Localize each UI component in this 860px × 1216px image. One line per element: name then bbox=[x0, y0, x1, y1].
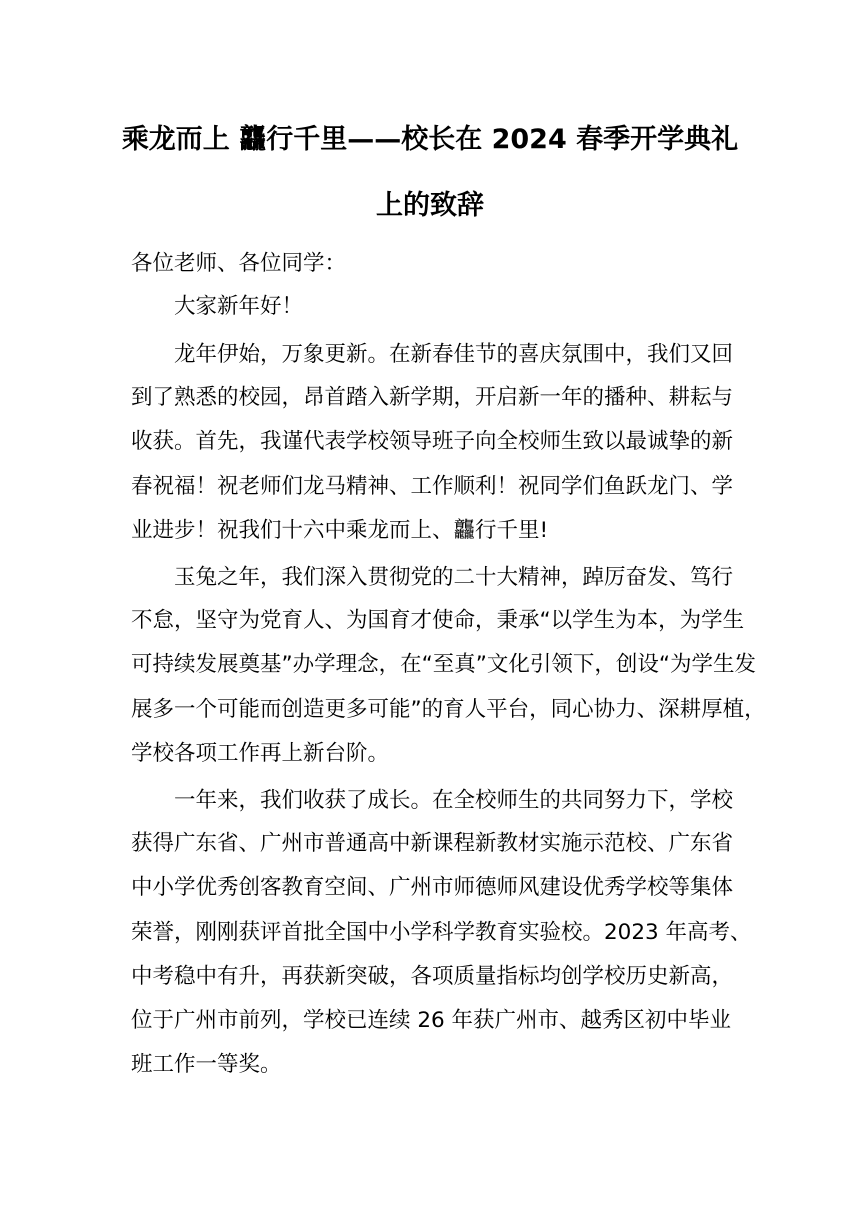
paragraph-line: 大家新年好！ bbox=[174, 294, 304, 319]
paragraph-line: 龙年伊始，万象更新。在新春佳节的喜庆氛围中，我们又回 bbox=[174, 342, 734, 367]
paragraph-line: 春祝福！祝老师们龙马精神、工作顺利！祝同学们鱼跃龙门、学 bbox=[131, 474, 734, 499]
paragraph-line: 玉兔之年，我们深入贯彻党的二十大精神，踔厉奋发、笃行 bbox=[174, 565, 734, 590]
greeting: 各位老师、各位同学： bbox=[131, 251, 347, 276]
paragraph-line: 位于广州市前列，学校已连续 26 年获广州市、越秀区初中毕业 bbox=[131, 1008, 732, 1033]
paragraph-line: 展多一个可能而创造更多可能”的育人平台，同心协力、深耕厚植， bbox=[131, 697, 766, 722]
paragraph-line: 中小学优秀创客教育空间、广州市师德师风建设优秀学校等集体 bbox=[131, 875, 734, 900]
paragraph-line: 不怠，坚守为党育人、为国育才使命，秉承“以学生为本，为学生 bbox=[131, 608, 745, 633]
paragraph-line: 收获。首先，我谨代表学校领导班子向全校师生致以最诚挚的新 bbox=[131, 429, 734, 454]
paragraph-line: 一年来，我们收获了成长。在全校师生的共同努力下，学校 bbox=[174, 788, 734, 813]
paragraph-line: 班工作一等奖。 bbox=[131, 1052, 282, 1077]
document-title-line-2: 上的致辞 bbox=[376, 190, 484, 221]
paragraph-line: 荣誉，刚刚获评首批全国中小学科学教育实验校。2023 年高考、 bbox=[131, 920, 752, 945]
paragraph-line: 学校各项工作再上新台阶。 bbox=[131, 741, 390, 766]
paragraph-line: 中考稳中有升，再获新突破，各项质量指标均创学校历史新高， bbox=[131, 964, 734, 989]
paragraph-line: 到了熟悉的校园，昂首踏入新学期，开启新一年的播种、耕耘与 bbox=[131, 385, 734, 410]
paragraph-line: 业进步！祝我们十六中乘龙而上、龘行千里! bbox=[131, 518, 549, 543]
paragraph-line: 可持续发展奠基”办学理念，在“至真”文化引领下，创设“为学生发 bbox=[131, 652, 757, 677]
document-title-line-1: 乘龙而上 龘行千里——校长在 2024 春季开学典礼 bbox=[121, 124, 739, 155]
paragraph-line: 获得广东省、广州市普通高中新课程新教材实施示范校、广东省 bbox=[131, 831, 734, 856]
